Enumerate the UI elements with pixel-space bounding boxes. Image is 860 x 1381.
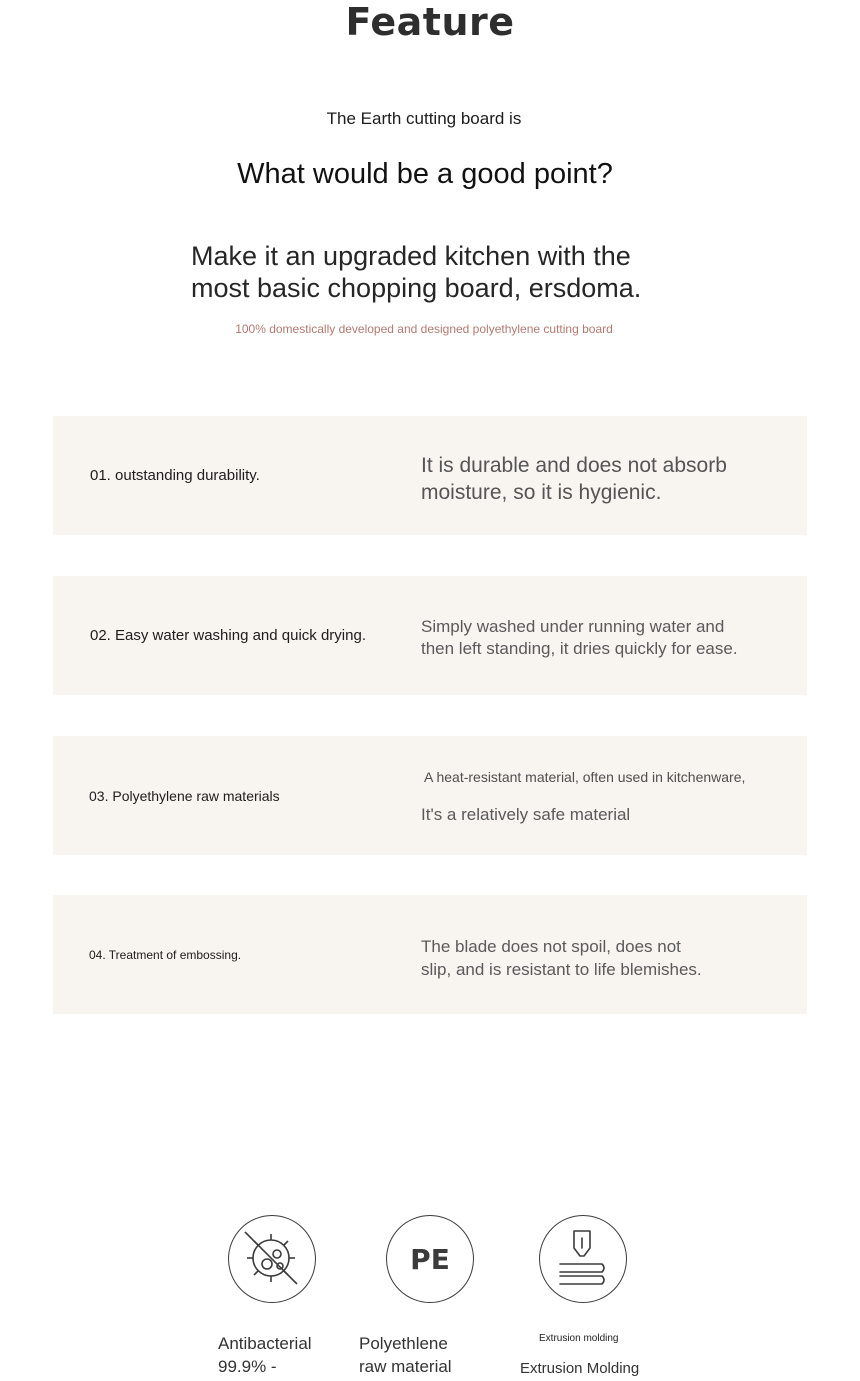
extrusion-icon [539, 1215, 627, 1303]
question-heading: What would be a good point? [237, 158, 613, 190]
badge-label-line-1: Polyethlene [359, 1334, 448, 1353]
feature-desc [421, 452, 781, 506]
feature-card-3 [53, 736, 807, 855]
feature-desc-line-1: The blade does not spoil, does not [421, 937, 681, 956]
headline-line-2: most basic chopping board, ersdoma. [191, 273, 642, 303]
intro-text: The Earth cutting board is [326, 109, 522, 128]
badge-label-line-2: raw material [359, 1357, 452, 1376]
badge-label [218, 1332, 312, 1378]
badge-label [359, 1332, 452, 1378]
badge-label-line-1: Antibacterial [218, 1334, 312, 1353]
feature-desc-line-2: then left standing, it dries quickly for ease. [421, 639, 738, 658]
feature-desc-line-2: slip, and is resistant to life blemishes. [421, 960, 702, 979]
feature-desc [421, 616, 781, 660]
feature-label: 02. Easy water washing and quick drying. [90, 627, 366, 644]
feature-desc-line-1: It is durable and does not absorb [421, 454, 727, 477]
feature-label: 04. Treatment of embossing. [89, 947, 242, 962]
feature-desc-line-1: Simply washed under running water and [421, 617, 725, 636]
feature-desc-line-2: moisture, so it is hygienic. [421, 481, 662, 504]
feature-desc-line-1: A heat-resistant material, often used in kitchenware, [424, 769, 746, 785]
feature-desc-line-2: It's a relatively safe material [421, 805, 631, 824]
feature-desc [421, 935, 781, 981]
badge-label-line-2: 99.9% - [218, 1357, 277, 1376]
badge-caption-small: Extrusion molding [539, 1333, 619, 1344]
feature-label: 01. outstanding durability. [90, 467, 260, 484]
feature-label: 03. Polyethylene raw materials [89, 787, 280, 804]
headline-line-1: Make it an upgraded kitchen with the [191, 241, 631, 271]
antibacterial-icon [228, 1215, 316, 1303]
feature-card-4 [53, 895, 807, 1014]
pe-icon-text: PE [410, 1242, 450, 1276]
headline [191, 240, 711, 304]
page-title: Feature [345, 0, 515, 44]
feature-card-1 [53, 416, 807, 535]
badge-label: Extrusion Molding [520, 1360, 640, 1377]
pe-icon [386, 1215, 474, 1303]
feature-card-2 [53, 576, 807, 695]
subnote: 100% domestically developed and designed polyethylene cutting board [235, 322, 613, 336]
